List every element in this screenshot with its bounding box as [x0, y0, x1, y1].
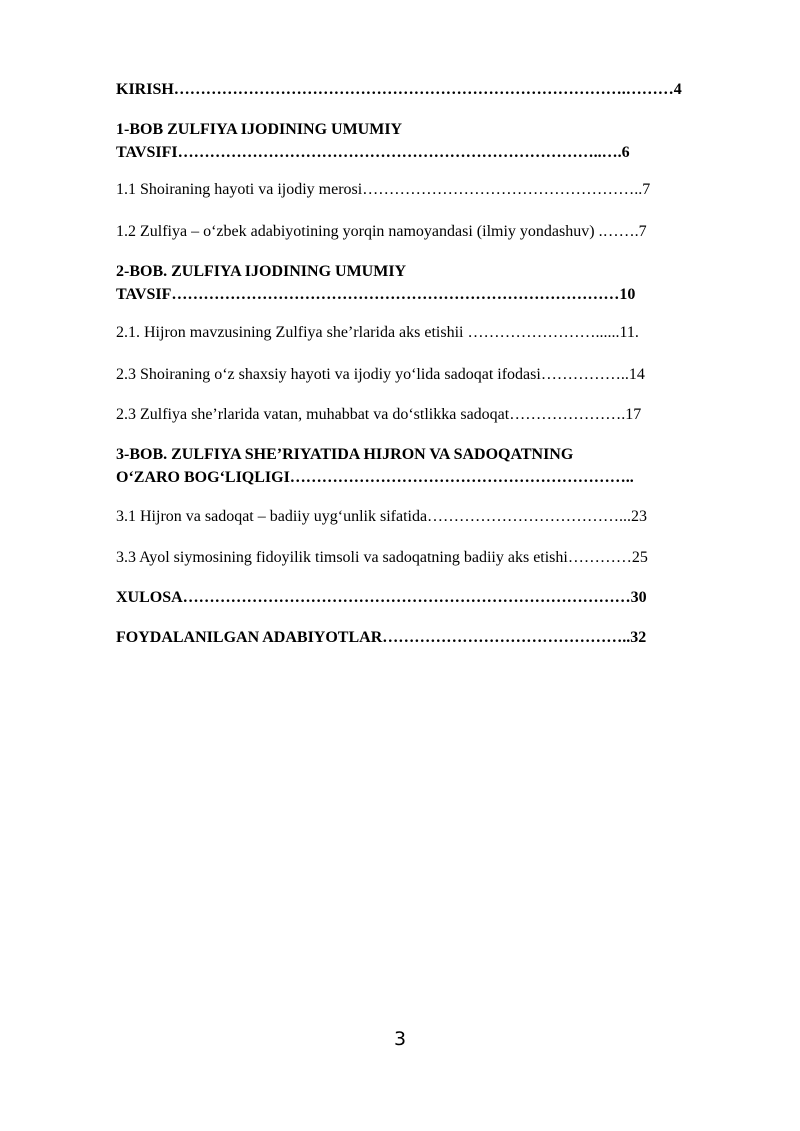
toc-entry — [116, 260, 635, 306]
toc-entry-line: FOYDALANILGAN ADABIYOTLAR………………………………………..32 — [116, 629, 647, 646]
toc-entry-line: 1.1 Shoiraning hayoti va ijodiy merosi……………………………………………..7 — [116, 181, 651, 198]
toc-entry — [116, 321, 639, 344]
toc-entry-line: O‘ZARO BOG‘LIQLIGI……………………………………………………….. — [116, 469, 634, 486]
toc-entry-line: 3-BOB. ZULFIYA SHE’RIYATIDA HIJRON VA SADOQATNING — [116, 446, 574, 463]
toc-entry — [116, 546, 648, 569]
toc-entry-line: XULOSA…………………………………………………………………………30 — [116, 589, 647, 606]
toc-entry-line: 2-BOB. ZULFIYA IJODINING UMUMIY — [116, 263, 407, 280]
toc-entry-line: 1.2 Zulfiya – o‘zbek adabiyotining yorqin namoyandasi (ilmiy yondashuv) .…….7 — [116, 223, 647, 240]
toc-entry-line: 1-BOB ZULFIYA IJODINING UMUMIY — [116, 121, 403, 138]
toc-entry — [116, 626, 646, 649]
toc-entry-line: 3.1 Hijron va sadoqat – badiiy uyg‘unlik sifatida………………………………...23 — [116, 508, 648, 525]
toc-entry — [116, 586, 647, 609]
toc-entry — [116, 220, 647, 243]
toc-entry — [116, 505, 647, 528]
toc-entry — [116, 443, 634, 489]
page-number: 3 — [393, 1028, 407, 1050]
toc-entry-line: 2.1. Hijron mavzusining Zulfiya she’rlarida aks etishii ……………………......11. — [116, 324, 639, 341]
toc-entry-line: KIRISH………………………………………………………………………….………4 — [116, 81, 682, 98]
toc-entry — [116, 403, 641, 426]
toc-entry — [116, 178, 650, 201]
toc-entry — [116, 118, 630, 164]
toc-entry — [116, 78, 682, 101]
toc-entry — [116, 363, 645, 386]
toc-entry-line: TAVSIF…………………………………………………………………………10 — [116, 286, 636, 303]
toc-entry-line: 3.3 Ayol siymosining fidoyilik timsoli va sadoqatning badiiy aks etishi…………25 — [116, 549, 648, 566]
toc-entry-line: 2.3 Shoiraning o‘z shaxsiy hayoti va ijodiy yo‘lida sadoqat ifodasi……………..14 — [116, 366, 645, 383]
toc-entry-line: TAVSIFI……………………………………………………………………..….6 — [116, 144, 630, 161]
toc-entry-line: 2.3 Zulfiya she’rlarida vatan, muhabbat va do‘stlikka sadoqat………………….17 — [116, 406, 642, 423]
